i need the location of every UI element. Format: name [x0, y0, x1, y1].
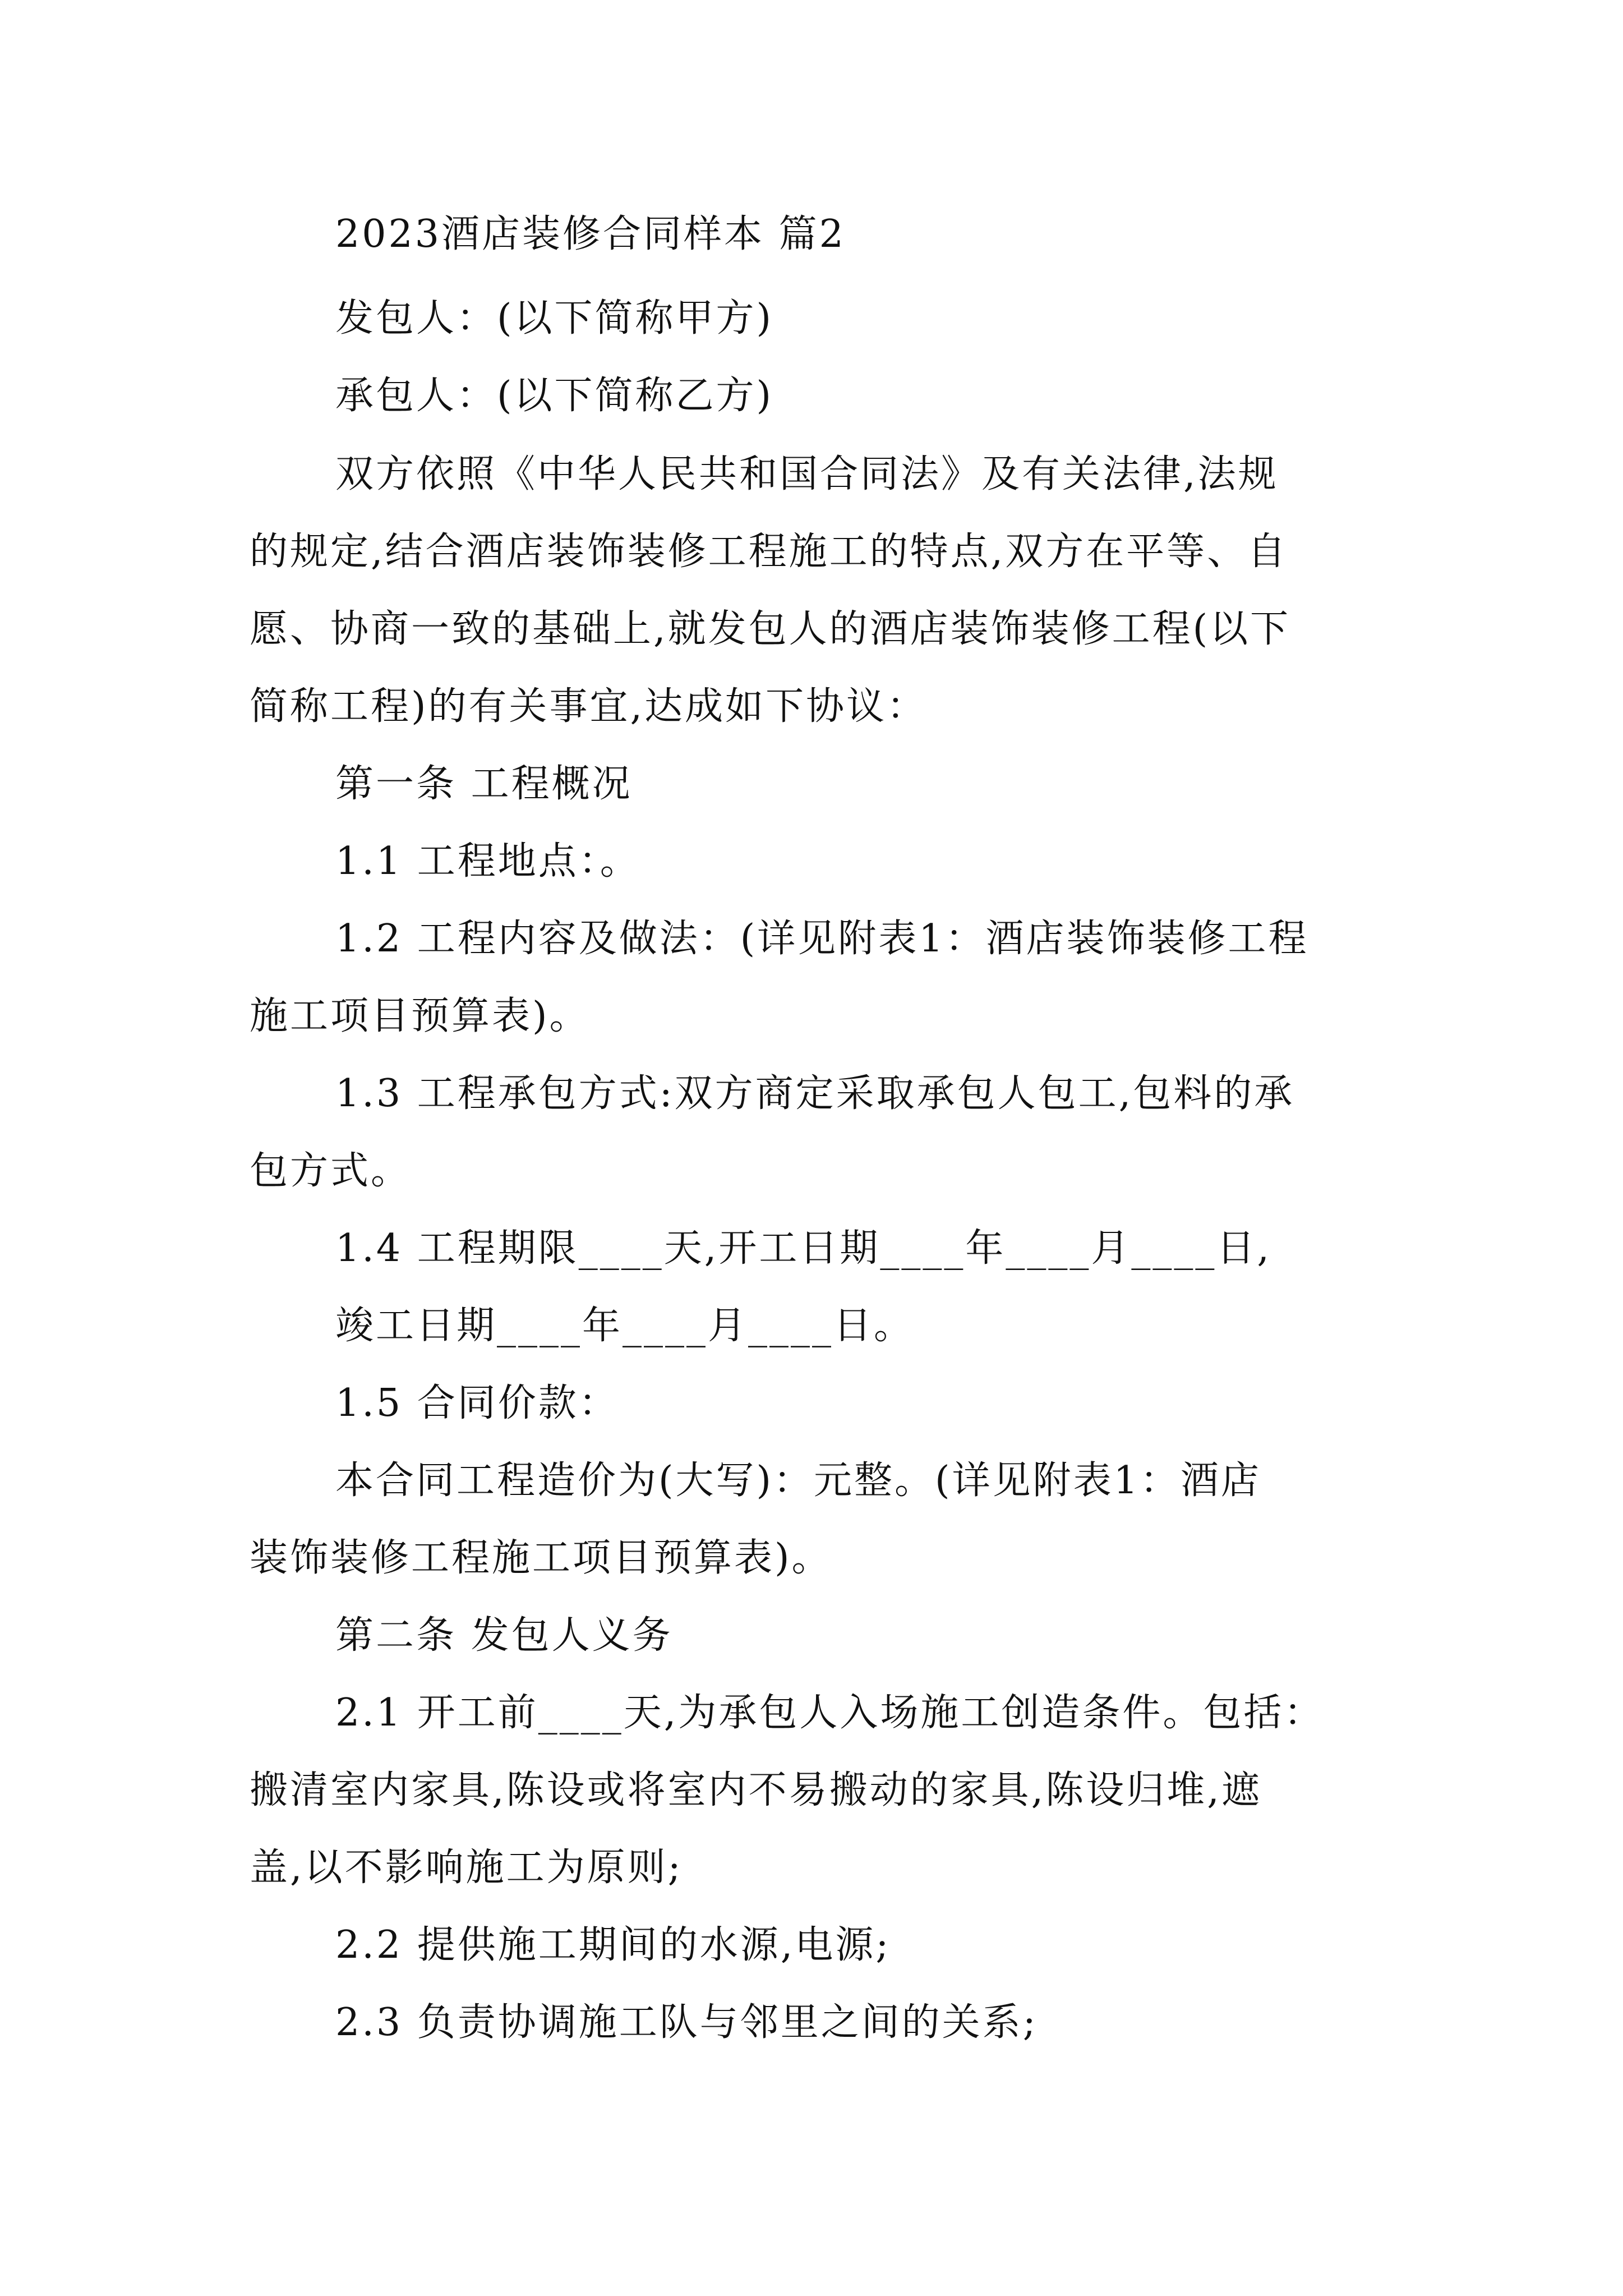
- clause-line: 盖,以不影响施工为原则;: [250, 1846, 683, 1890]
- clause-line: 竣工日期____年____月____日。: [335, 1304, 915, 1348]
- employer-line: 发包人：(以下简称甲方): [335, 296, 774, 341]
- clause-line: 1.2 工程内容及做法：(详见附表1：酒店装饰装修工程: [335, 917, 1309, 961]
- clause-line: 施工项目预算表)。: [250, 994, 590, 1038]
- clause-line: 本合同工程造价为(大写)：元整。(详见附表1：酒店: [335, 1458, 1261, 1503]
- clause-line: 搬清室内家具,陈设或将室内不易搬动的家具,陈设归堆,遮: [250, 1768, 1262, 1812]
- paragraph-line: 愿、协商一致的基础上,就发包人的酒店装饰装修工程(以下: [250, 607, 1291, 651]
- clause-line: 2.2 提供施工期间的水源,电源;: [335, 1923, 891, 1967]
- clause-line: 1.5 合同价款：: [335, 1381, 619, 1425]
- section-heading: 第一条 工程概况: [335, 762, 633, 806]
- contractor-line: 承包人：(以下简称乙方): [335, 374, 774, 418]
- paragraph-line: 双方依照《中华人民共和国合同法》及有关法律,法规: [335, 452, 1279, 496]
- section-heading: 第二条 发包人义务: [335, 1613, 673, 1658]
- clause-line: 包方式。: [250, 1149, 412, 1193]
- clause-line: 1.4 工程期限____天,开工日期____年____月____日,: [335, 1226, 1271, 1271]
- clause-line: 2.1 开工前____天,为承包人入场施工创造条件。包括：: [335, 1691, 1325, 1735]
- clause-line: 1.3 工程承包方式:双方商定采取承包人包工,包料的承: [335, 1071, 1295, 1116]
- clause-line: 2.3 负责协调施工队与邻里之间的关系;: [335, 2000, 1038, 2045]
- paragraph-line: 的规定,结合酒店装饰装修工程施工的特点,双方在平等、自: [250, 530, 1288, 574]
- clause-line: 1.1 工程地点：。: [335, 839, 640, 884]
- document-title: 2023酒店装修合同样本 篇2: [335, 212, 846, 256]
- paragraph-line: 简称工程)的有关事宜,达成如下协议：: [250, 684, 928, 729]
- clause-line: 装饰装修工程施工项目预算表)。: [250, 1536, 832, 1580]
